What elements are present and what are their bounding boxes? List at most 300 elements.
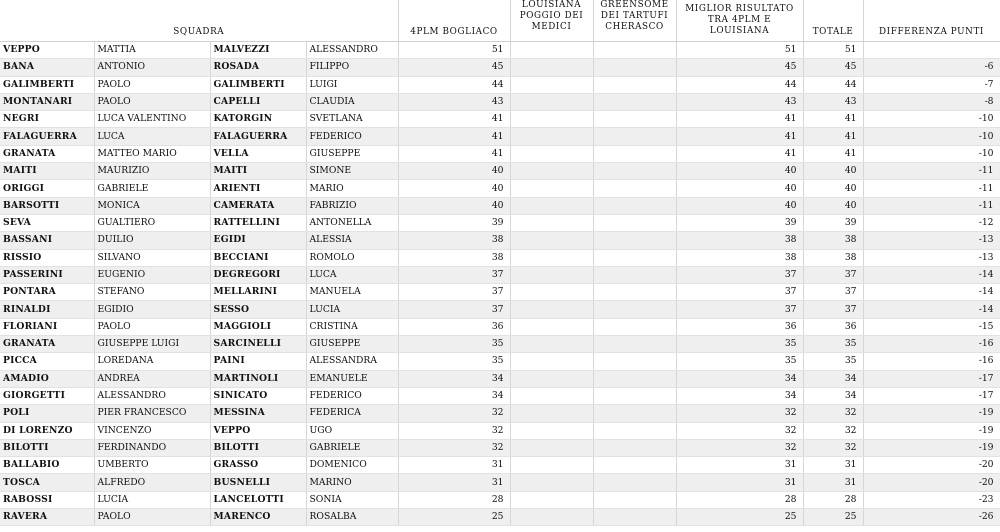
score-4plm: 44 — [398, 76, 510, 93]
score-total: 40 — [803, 180, 863, 197]
player1-name: PAOLO — [94, 76, 210, 93]
player1-surname: NEGRI — [0, 111, 94, 128]
player1-surname: RISSIO — [0, 249, 94, 266]
table-row — [0, 491, 1000, 508]
score-best: 40 — [676, 197, 803, 214]
table-row — [0, 128, 1000, 145]
header-totale: TOTALE — [803, 0, 863, 42]
player2-name: MARIO — [306, 180, 398, 197]
player2-surname: BECCIANI — [210, 249, 306, 266]
player1-name: LOREDANA — [94, 353, 210, 370]
points-difference: -19 — [863, 422, 1000, 439]
player1-name: LUCA VALENTINO — [94, 111, 210, 128]
score-louisiana — [510, 197, 593, 214]
score-4plm: 43 — [398, 93, 510, 110]
player2-name: EMANUELE — [306, 370, 398, 387]
points-difference: -14 — [863, 301, 1000, 318]
table-row — [0, 474, 1000, 491]
score-greensome — [593, 93, 676, 110]
player2-name: LUIGI — [306, 76, 398, 93]
score-greensome — [593, 128, 676, 145]
score-greensome — [593, 249, 676, 266]
score-greensome — [593, 232, 676, 249]
score-total: 41 — [803, 128, 863, 145]
player2-surname: EGIDI — [210, 232, 306, 249]
player2-name: FEDERICO — [306, 128, 398, 145]
points-difference: -14 — [863, 266, 1000, 283]
player2-surname: CAPELLI — [210, 93, 306, 110]
score-greensome — [593, 59, 676, 76]
header-4plm-bogliaco: 4PLM BOGLIACO — [398, 0, 510, 42]
player1-name: PAOLO — [94, 318, 210, 335]
score-total: 41 — [803, 111, 863, 128]
player2-surname: SESSO — [210, 301, 306, 318]
score-louisiana — [510, 474, 593, 491]
player1-name: MONICA — [94, 197, 210, 214]
player1-surname: MONTANARI — [0, 93, 94, 110]
score-4plm: 32 — [398, 439, 510, 456]
player1-name: PAOLO — [94, 93, 210, 110]
player2-surname: GALIMBERTI — [210, 76, 306, 93]
score-louisiana — [510, 42, 593, 59]
header-louisiana-line-3: MEDICI — [531, 22, 572, 32]
score-louisiana — [510, 353, 593, 370]
score-louisiana — [510, 163, 593, 180]
score-greensome — [593, 370, 676, 387]
score-total: 44 — [803, 76, 863, 93]
table-row — [0, 387, 1000, 404]
score-total: 28 — [803, 491, 863, 508]
player1-name: STEFANO — [94, 284, 210, 301]
player1-name: DUILIO — [94, 232, 210, 249]
score-greensome — [593, 387, 676, 404]
score-best: 32 — [676, 439, 803, 456]
table-row — [0, 336, 1000, 353]
player1-surname: BANA — [0, 59, 94, 76]
score-louisiana — [510, 111, 593, 128]
table-row — [0, 370, 1000, 387]
player1-name: MATTEO MARIO — [94, 145, 210, 162]
score-total: 32 — [803, 439, 863, 456]
header-differenza-punti: DIFFERENZA PUNTI — [863, 0, 1000, 42]
score-total: 34 — [803, 387, 863, 404]
points-difference: -20 — [863, 457, 1000, 474]
table-row — [0, 457, 1000, 474]
score-4plm: 41 — [398, 128, 510, 145]
table-row — [0, 284, 1000, 301]
points-difference: -16 — [863, 336, 1000, 353]
player1-name: FERDINANDO — [94, 439, 210, 456]
player2-name: ROMOLO — [306, 249, 398, 266]
player2-surname: BUSNELLI — [210, 474, 306, 491]
table-row — [0, 163, 1000, 180]
player1-name: PIER FRANCESCO — [94, 405, 210, 422]
player2-surname: DEGREGORI — [210, 266, 306, 283]
player1-surname: RABOSSI — [0, 491, 94, 508]
header-squadra: SQUADRA — [0, 0, 398, 42]
score-greensome — [593, 266, 676, 283]
score-greensome — [593, 163, 676, 180]
score-greensome — [593, 491, 676, 508]
player1-name: ALFREDO — [94, 474, 210, 491]
score-louisiana — [510, 59, 593, 76]
score-greensome — [593, 301, 676, 318]
score-4plm: 25 — [398, 509, 510, 526]
score-greensome — [593, 509, 676, 526]
points-difference: -13 — [863, 249, 1000, 266]
score-louisiana — [510, 318, 593, 335]
score-4plm: 37 — [398, 266, 510, 283]
points-difference: -12 — [863, 214, 1000, 231]
score-4plm: 37 — [398, 284, 510, 301]
score-louisiana — [510, 145, 593, 162]
points-difference — [863, 42, 1000, 59]
player1-surname: GRANATA — [0, 336, 94, 353]
score-louisiana — [510, 439, 593, 456]
score-4plm: 51 — [398, 42, 510, 59]
table-row — [0, 266, 1000, 283]
score-greensome — [593, 457, 676, 474]
score-best: 34 — [676, 370, 803, 387]
player2-name: FILIPPO — [306, 59, 398, 76]
player2-surname: MALVEZZI — [210, 42, 306, 59]
header-greensome — [593, 0, 676, 42]
player1-surname: BARSOTTI — [0, 197, 94, 214]
player1-name: GIUSEPPE LUIGI — [94, 336, 210, 353]
table-row — [0, 301, 1000, 318]
table-row — [0, 509, 1000, 526]
table-row — [0, 42, 1000, 59]
score-4plm: 39 — [398, 214, 510, 231]
player2-surname: MARTINOLI — [210, 370, 306, 387]
header-greensome-line-3: CHERASCO — [605, 22, 664, 32]
player2-surname: VELLA — [210, 145, 306, 162]
points-difference: -17 — [863, 370, 1000, 387]
score-4plm: 45 — [398, 59, 510, 76]
points-difference: -10 — [863, 111, 1000, 128]
header-best-line-2: TRA 4PLM E LOUISIANA — [707, 15, 772, 36]
score-best: 41 — [676, 111, 803, 128]
points-difference: -10 — [863, 128, 1000, 145]
table-row — [0, 318, 1000, 335]
player2-name: DOMENICO — [306, 457, 398, 474]
player2-surname: RATTELLINI — [210, 214, 306, 231]
score-greensome — [593, 318, 676, 335]
score-greensome — [593, 180, 676, 197]
player2-surname: BILOTTI — [210, 439, 306, 456]
player1-name: EUGENIO — [94, 266, 210, 283]
score-louisiana — [510, 76, 593, 93]
points-difference: -20 — [863, 474, 1000, 491]
score-best: 37 — [676, 284, 803, 301]
points-difference: -7 — [863, 76, 1000, 93]
score-4plm: 41 — [398, 145, 510, 162]
score-best: 51 — [676, 42, 803, 59]
points-difference: -19 — [863, 439, 1000, 456]
header-best-line-1: MIGLIOR RISULTATO — [685, 4, 794, 14]
player2-name: ALESSANDRA — [306, 353, 398, 370]
score-total: 31 — [803, 457, 863, 474]
player2-name: UGO — [306, 422, 398, 439]
player1-surname: FLORIANI — [0, 318, 94, 335]
player1-name: GUALTIERO — [94, 214, 210, 231]
score-total: 37 — [803, 284, 863, 301]
player1-surname: PONTARA — [0, 284, 94, 301]
score-louisiana — [510, 491, 593, 508]
player2-name: SIMONE — [306, 163, 398, 180]
table-row — [0, 353, 1000, 370]
table-row — [0, 197, 1000, 214]
player2-name: LUCIA — [306, 301, 398, 318]
score-total: 35 — [803, 353, 863, 370]
player1-name: ALESSANDRO — [94, 387, 210, 404]
player1-surname: FALAGUERRA — [0, 128, 94, 145]
player1-surname: PICCA — [0, 353, 94, 370]
score-total: 40 — [803, 197, 863, 214]
score-greensome — [593, 439, 676, 456]
score-louisiana — [510, 266, 593, 283]
player2-name: MARINO — [306, 474, 398, 491]
player2-name: ROSALBA — [306, 509, 398, 526]
player2-surname: VEPPO — [210, 422, 306, 439]
score-total: 45 — [803, 59, 863, 76]
score-best: 31 — [676, 474, 803, 491]
score-total: 37 — [803, 266, 863, 283]
player1-name: GABRIELE — [94, 180, 210, 197]
score-best: 37 — [676, 301, 803, 318]
player1-surname: BALLABIO — [0, 457, 94, 474]
points-difference: -14 — [863, 284, 1000, 301]
score-louisiana — [510, 128, 593, 145]
table-row — [0, 111, 1000, 128]
player2-surname: SARCINELLI — [210, 336, 306, 353]
score-louisiana — [510, 387, 593, 404]
table-row — [0, 180, 1000, 197]
points-difference: -8 — [863, 93, 1000, 110]
player1-name: PAOLO — [94, 509, 210, 526]
score-best: 34 — [676, 387, 803, 404]
score-4plm: 37 — [398, 301, 510, 318]
player2-name: CRISTINA — [306, 318, 398, 335]
player2-name: ALESSANDRO — [306, 42, 398, 59]
table-row — [0, 93, 1000, 110]
score-greensome — [593, 214, 676, 231]
score-4plm: 38 — [398, 249, 510, 266]
player2-surname: PAINI — [210, 353, 306, 370]
score-greensome — [593, 284, 676, 301]
score-louisiana — [510, 284, 593, 301]
score-best: 43 — [676, 93, 803, 110]
table-row — [0, 439, 1000, 456]
player2-name: FEDERICA — [306, 405, 398, 422]
score-total: 43 — [803, 93, 863, 110]
score-louisiana — [510, 422, 593, 439]
header-louisiana-line-1: LOUISIANA — [521, 0, 582, 10]
player2-surname: SINICATO — [210, 387, 306, 404]
score-4plm: 32 — [398, 422, 510, 439]
player2-name: GIUSEPPE — [306, 336, 398, 353]
score-total: 39 — [803, 214, 863, 231]
score-4plm: 36 — [398, 318, 510, 335]
score-louisiana — [510, 214, 593, 231]
header-miglior-risultato — [676, 0, 803, 42]
score-louisiana — [510, 509, 593, 526]
score-total: 41 — [803, 145, 863, 162]
table-row — [0, 76, 1000, 93]
score-total: 35 — [803, 336, 863, 353]
score-total: 31 — [803, 474, 863, 491]
player1-name: LUCA — [94, 128, 210, 145]
score-louisiana — [510, 370, 593, 387]
player2-surname: MELLARINI — [210, 284, 306, 301]
player2-surname: FALAGUERRA — [210, 128, 306, 145]
points-difference: -13 — [863, 232, 1000, 249]
table-row — [0, 405, 1000, 422]
score-4plm: 32 — [398, 405, 510, 422]
score-4plm: 35 — [398, 336, 510, 353]
player2-surname: ROSADA — [210, 59, 306, 76]
score-total: 36 — [803, 318, 863, 335]
score-best: 41 — [676, 145, 803, 162]
score-best: 35 — [676, 336, 803, 353]
player1-name: LUCIA — [94, 491, 210, 508]
score-louisiana — [510, 457, 593, 474]
score-best: 39 — [676, 214, 803, 231]
score-4plm: 35 — [398, 353, 510, 370]
player1-name: SILVANO — [94, 249, 210, 266]
player1-surname: GIORGETTI — [0, 387, 94, 404]
score-total: 38 — [803, 249, 863, 266]
player1-surname: DI LORENZO — [0, 422, 94, 439]
player2-name: SONIA — [306, 491, 398, 508]
score-total: 37 — [803, 301, 863, 318]
player2-name: FABRIZIO — [306, 197, 398, 214]
header-greensome-line-1: GREENSOME — [600, 0, 669, 10]
points-difference: -11 — [863, 180, 1000, 197]
player2-surname: LANCELOTTI — [210, 491, 306, 508]
player2-name: MANUELA — [306, 284, 398, 301]
table-row — [0, 422, 1000, 439]
score-greensome — [593, 353, 676, 370]
score-louisiana — [510, 405, 593, 422]
player1-name: ANTONIO — [94, 59, 210, 76]
points-difference: -11 — [863, 163, 1000, 180]
score-best: 40 — [676, 163, 803, 180]
player1-surname: BASSANI — [0, 232, 94, 249]
score-4plm: 31 — [398, 457, 510, 474]
player1-surname: ORIGGI — [0, 180, 94, 197]
player2-name: GIUSEPPE — [306, 145, 398, 162]
player1-surname: RINALDI — [0, 301, 94, 318]
points-difference: -15 — [863, 318, 1000, 335]
points-difference: -17 — [863, 387, 1000, 404]
player1-surname: RAVERA — [0, 509, 94, 526]
player1-surname: PASSERINI — [0, 266, 94, 283]
player2-surname: KATORGIN — [210, 111, 306, 128]
header-greensome-line-2: DEI TARTUFI — [600, 11, 669, 21]
score-4plm: 40 — [398, 197, 510, 214]
score-best: 38 — [676, 249, 803, 266]
player1-surname: SEVA — [0, 214, 94, 231]
table-row — [0, 214, 1000, 231]
player1-surname: TOSCA — [0, 474, 94, 491]
player1-name: MATTIA — [94, 42, 210, 59]
player1-surname: AMADIO — [0, 370, 94, 387]
points-difference: -6 — [863, 59, 1000, 76]
player2-surname: MAGGIOLI — [210, 318, 306, 335]
score-greensome — [593, 405, 676, 422]
score-louisiana — [510, 301, 593, 318]
score-louisiana — [510, 232, 593, 249]
score-4plm: 31 — [398, 474, 510, 491]
player1-name: MAURIZIO — [94, 163, 210, 180]
player2-name: LUCA — [306, 266, 398, 283]
score-greensome — [593, 336, 676, 353]
score-best: 25 — [676, 509, 803, 526]
table-row — [0, 59, 1000, 76]
table-row — [0, 232, 1000, 249]
player1-surname: POLI — [0, 405, 94, 422]
header-row — [0, 0, 1000, 42]
score-best: 38 — [676, 232, 803, 249]
score-best: 37 — [676, 266, 803, 283]
player2-surname: GRASSO — [210, 457, 306, 474]
score-best: 35 — [676, 353, 803, 370]
player1-name: VINCENZO — [94, 422, 210, 439]
points-difference: -19 — [863, 405, 1000, 422]
points-difference: -10 — [863, 145, 1000, 162]
score-best: 44 — [676, 76, 803, 93]
score-total: 25 — [803, 509, 863, 526]
score-4plm: 34 — [398, 387, 510, 404]
score-best: 32 — [676, 422, 803, 439]
score-4plm: 28 — [398, 491, 510, 508]
points-difference: -16 — [863, 353, 1000, 370]
score-greensome — [593, 111, 676, 128]
header-louisiana-line-2: POGGIO DEI — [519, 11, 584, 21]
player2-surname: ARIENTI — [210, 180, 306, 197]
score-total: 40 — [803, 163, 863, 180]
score-louisiana — [510, 336, 593, 353]
player1-surname: GALIMBERTI — [0, 76, 94, 93]
player2-surname: MAITI — [210, 163, 306, 180]
player1-surname: GRANATA — [0, 145, 94, 162]
table-row — [0, 249, 1000, 266]
score-4plm: 40 — [398, 180, 510, 197]
score-total: 32 — [803, 422, 863, 439]
player2-surname: MESSINA — [210, 405, 306, 422]
player2-name: FEDERICO — [306, 387, 398, 404]
player1-surname: MAITI — [0, 163, 94, 180]
score-greensome — [593, 474, 676, 491]
score-best: 31 — [676, 457, 803, 474]
score-louisiana — [510, 93, 593, 110]
player2-name: GABRIELE — [306, 439, 398, 456]
score-greensome — [593, 145, 676, 162]
score-greensome — [593, 422, 676, 439]
score-best: 45 — [676, 59, 803, 76]
score-total: 32 — [803, 405, 863, 422]
player2-name: SVETLANA — [306, 111, 398, 128]
player1-surname: BILOTTI — [0, 439, 94, 456]
score-total: 34 — [803, 370, 863, 387]
player2-name: ALESSIA — [306, 232, 398, 249]
player1-surname: VEPPO — [0, 42, 94, 59]
points-difference: -26 — [863, 509, 1000, 526]
score-4plm: 41 — [398, 111, 510, 128]
score-best: 40 — [676, 180, 803, 197]
player2-surname: CAMERATA — [210, 197, 306, 214]
